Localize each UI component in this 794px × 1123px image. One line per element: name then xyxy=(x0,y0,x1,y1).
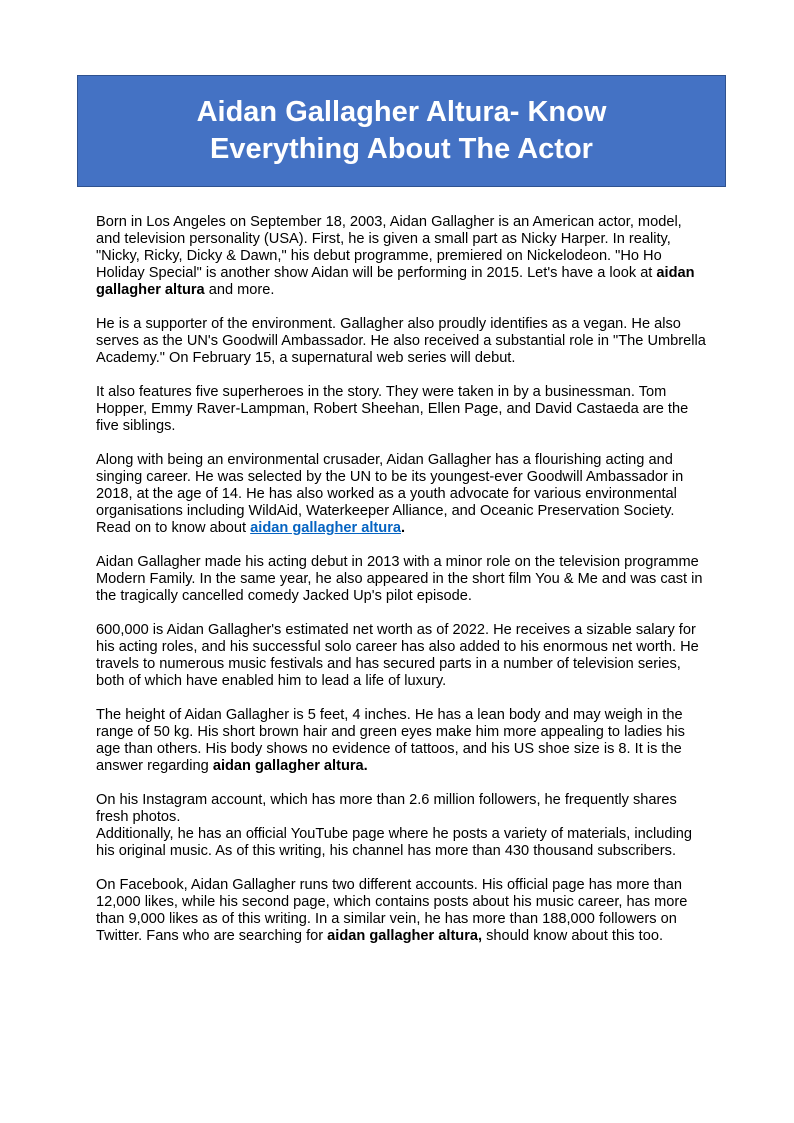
paragraph-text: On his Instagram account, which has more than 2.6 million followers, he frequently shares fresh photos. xyxy=(96,792,677,825)
paragraph-text: Born in Los Angeles on September 18, 2003, Aidan Gallagher is an American actor, model, and television personality (USA). First, he is given a small part as Nicky Harper. In reality, "Nicky, Ricky, Dicky & Dawn," his debut programme, premiered on Nickelodeon. "Ho Ho Holiday Special" is another show Aidan will be performing in 2015. Let's have a look at xyxy=(96,214,682,281)
page-title: Aidan Gallagher Altura- Know Everything About The Actor xyxy=(196,96,607,165)
paragraph-text: On Facebook, Aidan Gallagher runs two different accounts. His official page has more than 12,000 likes, while his second page, which contains posts about his music career, has more than 9,000 likes as of this writing. In a similar vein, he has more than 188,000 followers on Twitter. Fans who are searching for xyxy=(96,877,688,944)
paragraph-text: Along with being an environmental crusader, Aidan Gallagher has a flourishing acting and singing career. He was selected by the UN to be its youngest-ever Goodwill Ambassador in 2018, at the age of 14. He has also worked as a youth advocate for various environmental organisations including WildAid, Waterkeeper Alliance, and Oceanic Preservation Society. Read on to know about xyxy=(96,452,684,536)
keyword-bold: aidan gallagher altura, xyxy=(327,928,483,944)
paragraph-tail: should know about this too. xyxy=(482,928,663,944)
paragraph-career xyxy=(96,452,706,537)
paragraph-text: The height of Aidan Gallagher is 5 feet, 4 inches. He has a lean body and may weigh in the range of 50 kg. His short brown hair and green eyes make him more appealing to ladies his age than others. His body shows no evidence of tattoos, and his US shoe size is 8. It is the answer regarding xyxy=(96,707,685,774)
article-body xyxy=(96,214,706,962)
keyword-link[interactable]: aidan gallagher altura xyxy=(250,520,402,536)
title-banner xyxy=(77,75,726,187)
paragraph-net-worth xyxy=(96,622,706,690)
paragraph-superheroes xyxy=(96,384,706,435)
keyword-bold: aidan gallagher altura xyxy=(96,265,695,298)
paragraph-instagram xyxy=(96,792,706,826)
paragraph-text: Additionally, he has an official YouTube page where he posts a variety of materials, including his original music. As of this writing, his channel has more than 430 thousand subscribers. xyxy=(96,826,693,859)
paragraph-facebook xyxy=(96,877,706,945)
paragraph-text: It also features five superheroes in the story. They were taken in by a businessman. Tom Hopper, Emmy Raver-Lampman, Robert Sheehan, Ellen Page, and David Castaeda are the five siblings. xyxy=(96,384,689,434)
paragraph-height xyxy=(96,707,706,775)
paragraph-tail: and more. xyxy=(204,282,275,298)
paragraph-text: Aidan Gallagher made his acting debut in 2013 with a minor role on the television programme Modern Family. In the same year, he also appeared in the short film You & Me and was cast in the tragically cancelled comedy Jacked Up's pilot episode. xyxy=(96,554,703,604)
paragraph-debut xyxy=(96,554,706,605)
paragraph-tail: . xyxy=(401,520,406,536)
keyword-bold: aidan gallagher altura. xyxy=(212,758,368,774)
paragraph-environment xyxy=(96,316,706,367)
paragraph-text: 600,000 is Aidan Gallagher's estimated net worth as of 2022. He receives a sizable salary for his acting roles, and his successful solo career has also added to his enormous net worth. He travels to numerous music festivals and has secured parts in a number of television series, both of which have enabled him to lead a life of luxury. xyxy=(96,622,699,689)
paragraph-birth xyxy=(96,214,706,299)
paragraph-text: He is a supporter of the environment. Gallagher also proudly identifies as a vegan. He also serves as the UN's Goodwill Ambassador. He also received a substantial role in "The Umbrella Academy." On February 15, a supernatural web series will debut. xyxy=(96,316,706,366)
paragraph-youtube xyxy=(96,826,706,860)
